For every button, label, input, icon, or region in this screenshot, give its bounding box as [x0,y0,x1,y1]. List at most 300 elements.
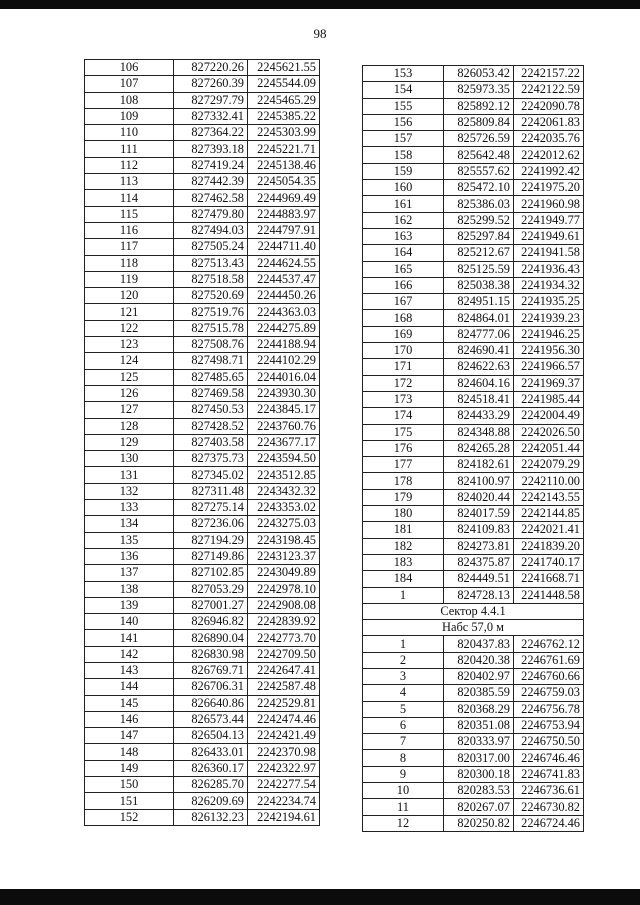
table-row [85,793,320,809]
x-coordinate-cell: 827403.58 [174,434,248,450]
table-row [85,92,320,108]
point-number-cell: 6 [363,717,444,733]
x-coordinate-cell: 824449.51 [444,571,514,587]
x-coordinate-cell: 827375.73 [174,451,248,467]
table-row [85,418,320,434]
table-row [85,141,320,157]
point-number-cell: 111 [85,141,174,157]
table-row [85,711,320,727]
y-coordinate-cell: 2243353.02 [248,500,320,516]
table-row [85,255,320,271]
point-number-cell: 165 [363,261,444,277]
x-coordinate-cell: 820267.07 [444,799,514,815]
table-row [363,587,584,603]
y-coordinate-cell: 2241946.25 [514,326,584,342]
x-coordinate-cell: 820250.82 [444,815,514,831]
point-number-cell: 136 [85,548,174,564]
y-coordinate-cell: 2245054.35 [248,174,320,190]
y-coordinate-cell: 2242234.74 [248,793,320,809]
table-row [363,228,584,244]
point-number-cell: 107 [85,76,174,92]
y-coordinate-cell: 2242090.78 [514,98,584,114]
point-number-cell: 115 [85,206,174,222]
x-coordinate-cell: 820317.00 [444,750,514,766]
table-row [363,114,584,130]
point-number-cell: 170 [363,343,444,359]
x-coordinate-cell: 826132.23 [174,809,248,825]
point-number-cell: 121 [85,304,174,320]
x-coordinate-cell: 827428.52 [174,418,248,434]
point-number-cell: 152 [85,809,174,825]
point-number-cell: 128 [85,418,174,434]
point-number-cell: 181 [363,522,444,538]
x-coordinate-cell: 825212.67 [444,245,514,261]
table-row [85,760,320,776]
point-number-cell: 112 [85,157,174,173]
x-coordinate-cell: 825973.35 [444,82,514,98]
table-row [363,717,584,733]
y-coordinate-cell: 2242587.48 [248,679,320,695]
y-coordinate-cell: 2245385.22 [248,108,320,124]
point-number-cell: 150 [85,777,174,793]
point-number-cell: 113 [85,174,174,190]
x-coordinate-cell: 827505.24 [174,239,248,255]
y-coordinate-cell: 2244797.91 [248,222,320,238]
y-coordinate-cell: 2242157.22 [514,66,584,82]
point-number-cell: 153 [363,66,444,82]
y-coordinate-cell: 2243845.17 [248,402,320,418]
page-number: 98 [313,26,327,41]
x-coordinate-cell: 827508.76 [174,337,248,353]
x-coordinate-cell: 827311.48 [174,483,248,499]
x-coordinate-cell: 827519.76 [174,304,248,320]
y-coordinate-cell: 2242647.41 [248,662,320,678]
x-coordinate-cell: 827450.53 [174,402,248,418]
y-coordinate-cell: 2245544.09 [248,76,320,92]
point-number-cell: 122 [85,320,174,336]
x-coordinate-cell: 824375.87 [444,554,514,570]
point-number-cell: 11 [363,799,444,815]
x-coordinate-cell: 827364.22 [174,125,248,141]
table-row [363,375,584,391]
y-coordinate-cell: 2244275.89 [248,320,320,336]
x-coordinate-cell: 825472.10 [444,180,514,196]
x-coordinate-cell: 827515.78 [174,320,248,336]
y-coordinate-cell: 2241975.20 [514,180,584,196]
y-coordinate-cell: 2244883.97 [248,206,320,222]
coordinates-table-right [362,65,584,832]
table-row [85,288,320,304]
x-coordinate-cell: 824777.06 [444,326,514,342]
table-row [85,320,320,336]
y-coordinate-cell: 2244363.03 [248,304,320,320]
y-coordinate-cell: 2243760.76 [248,418,320,434]
table-row [363,815,584,831]
table-row [363,343,584,359]
y-coordinate-cell: 2241740.17 [514,554,584,570]
y-coordinate-cell: 2241448.58 [514,587,584,603]
x-coordinate-cell: 826573.44 [174,711,248,727]
y-coordinate-cell: 2243594.50 [248,451,320,467]
point-number-cell: 120 [85,288,174,304]
x-coordinate-cell: 820300.18 [444,766,514,782]
point-number-cell: 3 [363,668,444,684]
point-number-cell: 109 [85,108,174,124]
y-coordinate-cell: 2242122.59 [514,82,584,98]
table-row [363,277,584,293]
x-coordinate-cell: 827053.29 [174,581,248,597]
point-number-cell: 141 [85,630,174,646]
table-row [363,180,584,196]
y-coordinate-cell: 2242908.08 [248,597,320,613]
y-coordinate-cell: 2242144.85 [514,506,584,522]
x-coordinate-cell: 824622.63 [444,359,514,375]
x-coordinate-cell: 820402.97 [444,668,514,684]
x-coordinate-cell: 824951.15 [444,294,514,310]
x-coordinate-cell: 827520.69 [174,288,248,304]
bottom-scan-border [0,889,640,905]
point-number-cell: 147 [85,728,174,744]
table-row [363,554,584,570]
y-coordinate-cell: 2246756.78 [514,701,584,717]
table-row [363,701,584,717]
x-coordinate-cell: 820351.08 [444,717,514,733]
table-row [85,434,320,450]
point-number-cell: 2 [363,652,444,668]
point-number-cell: 134 [85,516,174,532]
point-number-cell: 1 [363,636,444,652]
table-row [363,391,584,407]
y-coordinate-cell: 2242004.49 [514,408,584,424]
x-coordinate-cell: 826946.82 [174,614,248,630]
x-coordinate-cell: 820283.53 [444,783,514,799]
x-coordinate-cell: 827332.41 [174,108,248,124]
table-row [85,369,320,385]
x-coordinate-cell: 827469.58 [174,385,248,401]
point-number-cell: 149 [85,760,174,776]
y-coordinate-cell: 2242322.97 [248,760,320,776]
table-row [363,571,584,587]
x-coordinate-cell: 826769.71 [174,662,248,678]
y-coordinate-cell: 2245303.99 [248,125,320,141]
table-row [363,147,584,163]
point-number-cell: 106 [85,60,174,76]
x-coordinate-cell: 827102.85 [174,565,248,581]
point-number-cell: 12 [363,815,444,831]
x-coordinate-cell: 827194.29 [174,532,248,548]
point-number-cell: 119 [85,271,174,287]
x-coordinate-cell: 826640.86 [174,695,248,711]
table-row [85,76,320,92]
table-row [85,695,320,711]
y-coordinate-cell: 2241935.25 [514,294,584,310]
point-number-cell: 164 [363,245,444,261]
y-coordinate-cell: 2246761.69 [514,652,584,668]
point-number-cell: 137 [85,565,174,581]
y-coordinate-cell: 2243512.85 [248,467,320,483]
x-coordinate-cell: 824864.01 [444,310,514,326]
y-coordinate-cell: 2243049.89 [248,565,320,581]
table-row [85,304,320,320]
table-row [85,483,320,499]
table-row [363,799,584,815]
x-coordinate-cell: 825642.48 [444,147,514,163]
point-number-cell: 146 [85,711,174,727]
point-number-cell: 161 [363,196,444,212]
x-coordinate-cell: 825125.59 [444,261,514,277]
y-coordinate-cell: 2244016.04 [248,369,320,385]
table-row [85,108,320,124]
table-row [85,467,320,483]
table-row [363,131,584,147]
x-coordinate-cell: 827419.24 [174,157,248,173]
table-row [363,734,584,750]
x-coordinate-cell: 826360.17 [174,760,248,776]
x-coordinate-cell: 827518.58 [174,271,248,287]
x-coordinate-cell: 827513.43 [174,255,248,271]
point-number-cell: 127 [85,402,174,418]
x-coordinate-cell: 820368.29 [444,701,514,717]
table-row [85,500,320,516]
x-coordinate-cell: 827236.06 [174,516,248,532]
x-coordinate-cell: 825297.84 [444,228,514,244]
point-number-cell: 148 [85,744,174,760]
y-coordinate-cell: 2241839.20 [514,538,584,554]
y-coordinate-cell: 2244450.26 [248,288,320,304]
x-coordinate-cell: 824109.83 [444,522,514,538]
table-row [85,679,320,695]
x-coordinate-cell: 824182.61 [444,457,514,473]
x-coordinate-cell: 827479.80 [174,206,248,222]
x-coordinate-cell: 825299.52 [444,212,514,228]
x-coordinate-cell: 824690.41 [444,343,514,359]
point-number-cell: 178 [363,473,444,489]
x-coordinate-cell: 824265.28 [444,440,514,456]
x-coordinate-cell: 824604.16 [444,375,514,391]
table-row [85,597,320,613]
table-row [363,163,584,179]
point-number-cell: 166 [363,277,444,293]
table-row [85,385,320,401]
y-coordinate-cell: 2241992.42 [514,163,584,179]
point-number-cell: 8 [363,750,444,766]
table-row [85,190,320,206]
point-number-cell: 177 [363,457,444,473]
table-row [363,473,584,489]
top-scan-border [0,0,640,9]
table-row [363,98,584,114]
x-coordinate-cell: 825892.12 [444,98,514,114]
y-coordinate-cell: 2246753.94 [514,717,584,733]
point-number-cell: 131 [85,467,174,483]
x-coordinate-cell: 827393.18 [174,141,248,157]
x-coordinate-cell: 824728.13 [444,587,514,603]
y-coordinate-cell: 2246736.61 [514,783,584,799]
table-row [363,668,584,684]
y-coordinate-cell: 2242079.29 [514,457,584,473]
y-coordinate-cell: 2242012.62 [514,147,584,163]
point-number-cell: 108 [85,92,174,108]
x-coordinate-cell: 825557.62 [444,163,514,179]
y-coordinate-cell: 2243930.30 [248,385,320,401]
x-coordinate-cell: 820437.83 [444,636,514,652]
y-coordinate-cell: 2242051.44 [514,440,584,456]
table-row [363,196,584,212]
y-coordinate-cell: 2242839.92 [248,614,320,630]
y-coordinate-cell: 2246762.12 [514,636,584,652]
y-coordinate-cell: 2242773.70 [248,630,320,646]
table-row [85,646,320,662]
x-coordinate-cell: 820385.59 [444,685,514,701]
table-row [85,402,320,418]
point-number-cell: 183 [363,554,444,570]
point-number-cell: 129 [85,434,174,450]
point-number-cell: 182 [363,538,444,554]
point-number-cell: 174 [363,408,444,424]
y-coordinate-cell: 2246741.83 [514,766,584,782]
table-row [85,744,320,760]
point-number-cell: 144 [85,679,174,695]
point-number-cell: 138 [85,581,174,597]
point-number-cell: 10 [363,783,444,799]
point-number-cell: 160 [363,180,444,196]
point-number-cell: 154 [363,82,444,98]
point-number-cell: 118 [85,255,174,271]
x-coordinate-cell: 826890.04 [174,630,248,646]
point-number-cell: 171 [363,359,444,375]
point-number-cell: 169 [363,326,444,342]
x-coordinate-cell: 826706.31 [174,679,248,695]
y-coordinate-cell: 2241949.77 [514,212,584,228]
table-row [85,548,320,564]
y-coordinate-cell: 2241939.23 [514,310,584,326]
y-coordinate-cell: 2245465.29 [248,92,320,108]
point-number-cell: 125 [85,369,174,385]
point-number-cell: 126 [85,385,174,401]
x-coordinate-cell: 826053.42 [444,66,514,82]
table-row [85,353,320,369]
point-number-cell: 162 [363,212,444,228]
y-coordinate-cell: 2242474.46 [248,711,320,727]
point-number-cell: 158 [363,147,444,163]
point-number-cell: 151 [85,793,174,809]
point-number-cell: 184 [363,571,444,587]
x-coordinate-cell: 825809.84 [444,114,514,130]
section-row [363,603,584,619]
y-coordinate-cell: 2243432.32 [248,483,320,499]
point-number-cell: 9 [363,766,444,782]
coordinates-table-left [84,59,320,826]
point-number-cell: 130 [85,451,174,467]
y-coordinate-cell: 2242709.50 [248,646,320,662]
point-number-cell: 117 [85,239,174,255]
y-coordinate-cell: 2244711.40 [248,239,320,255]
y-coordinate-cell: 2244969.49 [248,190,320,206]
y-coordinate-cell: 2244188.94 [248,337,320,353]
table-row [363,685,584,701]
table-row [85,581,320,597]
point-number-cell: 140 [85,614,174,630]
table-row [85,662,320,678]
point-number-cell: 7 [363,734,444,750]
sector-title: Сектор 4.4.1 [363,603,584,619]
table-row [85,614,320,630]
x-coordinate-cell: 825386.03 [444,196,514,212]
x-coordinate-cell: 827494.03 [174,222,248,238]
table-row [363,506,584,522]
point-number-cell: 159 [363,163,444,179]
table-row [363,326,584,342]
point-number-cell: 163 [363,228,444,244]
x-coordinate-cell: 825038.38 [444,277,514,293]
table-row [363,750,584,766]
table-row [363,457,584,473]
y-coordinate-cell: 2243677.17 [248,434,320,450]
table-row [85,630,320,646]
y-coordinate-cell: 2241966.57 [514,359,584,375]
x-coordinate-cell: 827345.02 [174,467,248,483]
x-coordinate-cell: 827001.27 [174,597,248,613]
point-number-cell: 145 [85,695,174,711]
x-coordinate-cell: 827220.26 [174,60,248,76]
table-row [363,261,584,277]
table-row [85,337,320,353]
x-coordinate-cell: 824273.81 [444,538,514,554]
x-coordinate-cell: 827462.58 [174,190,248,206]
y-coordinate-cell: 2246730.82 [514,799,584,815]
y-coordinate-cell: 2242529.81 [248,695,320,711]
table-row [363,212,584,228]
point-number-cell: 133 [85,500,174,516]
point-number-cell: 139 [85,597,174,613]
point-number-cell: 172 [363,375,444,391]
y-coordinate-cell: 2242421.49 [248,728,320,744]
x-coordinate-cell: 820333.97 [444,734,514,750]
table-row [85,728,320,744]
table-row [85,125,320,141]
y-coordinate-cell: 2246724.46 [514,815,584,831]
table-row [85,516,320,532]
y-coordinate-cell: 2243275.03 [248,516,320,532]
x-coordinate-cell: 826209.69 [174,793,248,809]
y-coordinate-cell: 2244537.47 [248,271,320,287]
table-row [85,271,320,287]
table-row [85,174,320,190]
y-coordinate-cell: 2241956.30 [514,343,584,359]
table-row [363,245,584,261]
y-coordinate-cell: 2242026.50 [514,424,584,440]
table-row [363,766,584,782]
x-coordinate-cell: 824518.41 [444,391,514,407]
point-number-cell: 180 [363,506,444,522]
y-coordinate-cell: 2245221.71 [248,141,320,157]
table-row [85,206,320,222]
point-number-cell: 157 [363,131,444,147]
point-number-cell: 156 [363,114,444,130]
x-coordinate-cell: 827297.79 [174,92,248,108]
table-row [363,652,584,668]
table-row [85,239,320,255]
point-number-cell: 168 [363,310,444,326]
x-coordinate-cell: 824100.97 [444,473,514,489]
table-row [85,809,320,825]
table-row [363,359,584,375]
point-number-cell: 4 [363,685,444,701]
table-row [363,424,584,440]
y-coordinate-cell: 2241941.58 [514,245,584,261]
y-coordinate-cell: 2242143.55 [514,489,584,505]
y-coordinate-cell: 2241668.71 [514,571,584,587]
